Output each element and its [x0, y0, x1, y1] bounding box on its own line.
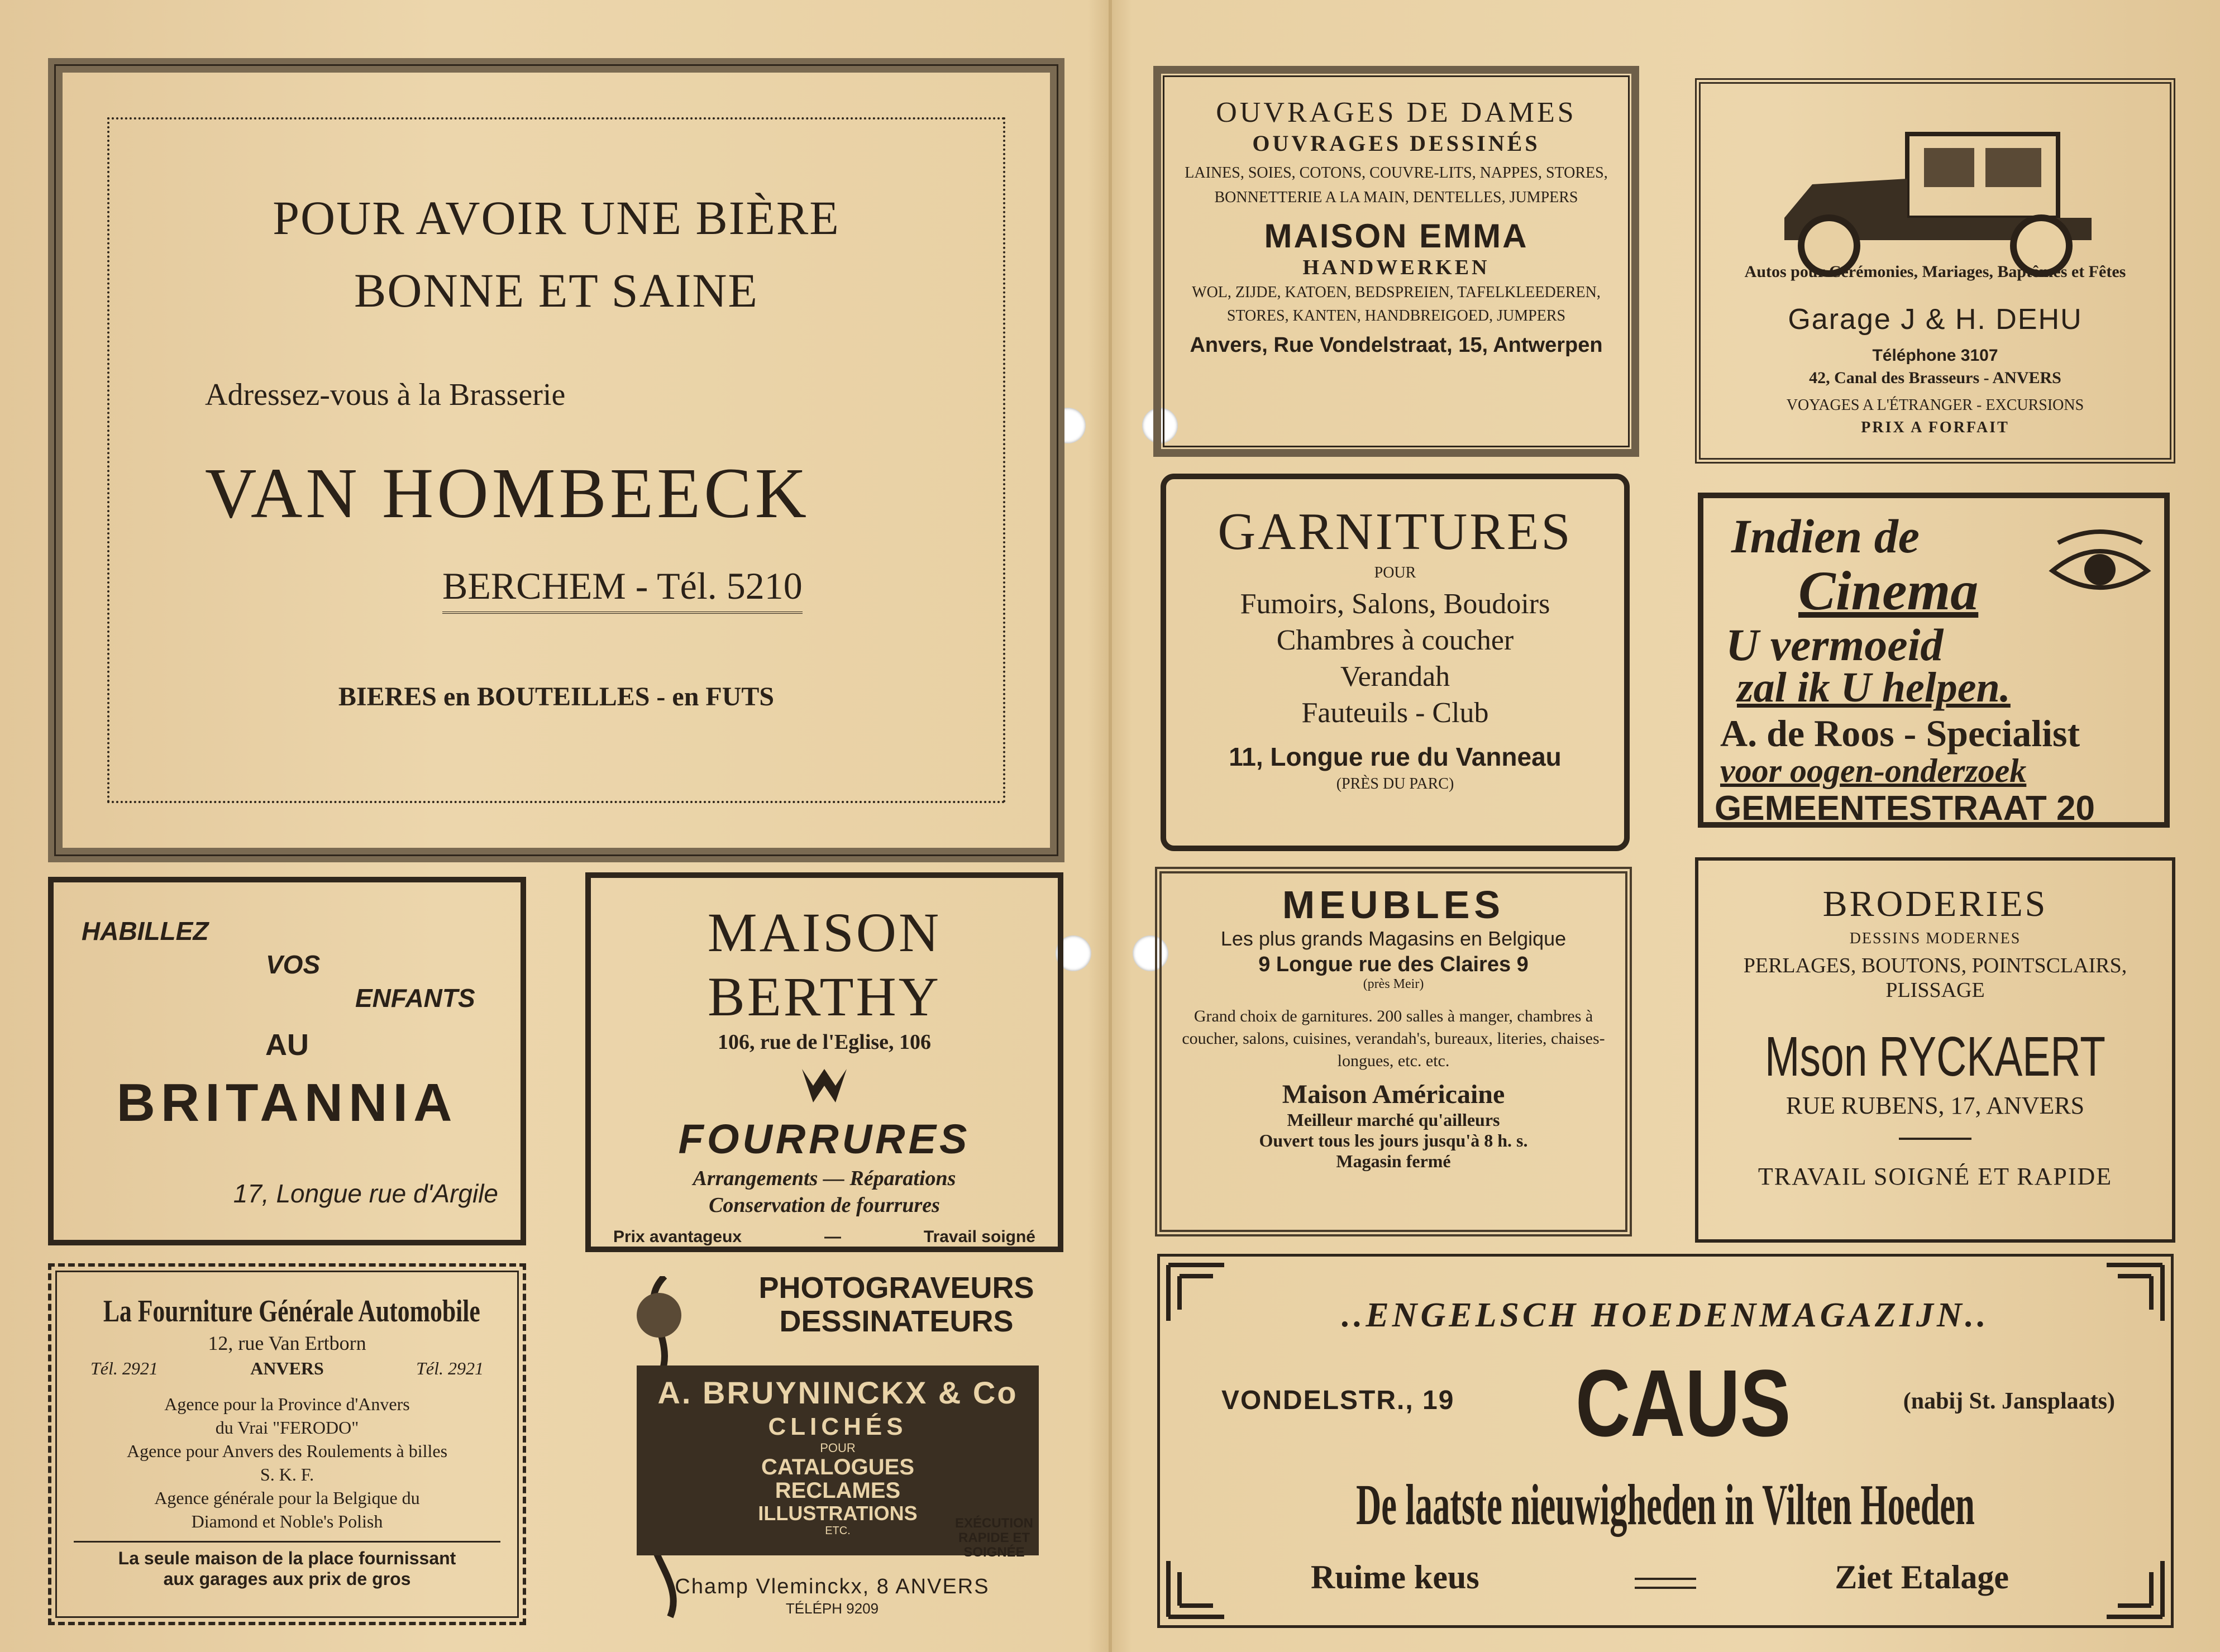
ad-bruyninckx — [620, 1265, 1044, 1622]
britannia-name: BRITANNIA — [116, 1073, 458, 1133]
divider — [1635, 1578, 1696, 1589]
fourniture-address: 12, rue Van Ertborn — [208, 1332, 366, 1354]
ryckaert-footer: TRAVAIL SOIGNÉ ET RAPIDE — [1758, 1163, 2113, 1190]
berthy-title: FOURRURES — [678, 1116, 971, 1162]
emma-subtitle: OUVRAGES DESSINÉS — [1252, 131, 1540, 156]
ad-de-roos — [1698, 493, 2170, 828]
deroos-line2: Cinema — [1798, 560, 1979, 622]
fourniture-line6: Diamond et Noble's Polish — [191, 1511, 383, 1531]
ad-garage-dehu — [1695, 78, 2175, 464]
deroos-line3: U vermoeid — [1726, 619, 1944, 670]
dehu-name: Garage J & H. DEHU — [1788, 303, 2083, 336]
ryckaert-line3: PLISSAGE — [1885, 978, 1985, 1002]
car-illustration — [1779, 117, 2103, 285]
emma-nl-list: WOL, ZIJDE, KATOEN, BEDSPREIEN, TAFELKLEEDEREN, STORES, KANTEN, HANDBREIGOED, JUMPERS — [1192, 284, 1601, 324]
ad-britannia — [48, 877, 526, 1245]
berthy-footer-dash: — — [824, 1228, 842, 1246]
dehu-phone: Téléphone 3107 — [1872, 346, 1998, 365]
berthy-footer — [591, 1228, 1058, 1247]
bruyninckx-line3: ILLUSTRATIONS — [758, 1502, 918, 1525]
garnitures-line4: Fauteuils - Club — [1301, 697, 1489, 729]
headline-line1: POUR AVOIR UNE BIÈRE — [273, 191, 840, 245]
berthy-footer-right: Travail soigné — [923, 1228, 1035, 1246]
fourniture-phone-row — [51, 1358, 523, 1379]
dehu-services: Autos pour Cérémonies, Mariages, Baptêmes et Fêtes — [1744, 262, 2126, 281]
ad-meubles — [1155, 867, 1632, 1236]
bruyninckx-cliches: CLICHÉS — [768, 1413, 908, 1440]
bruyninckx-execution — [949, 1516, 1039, 1560]
meubles-line5: Ouvert tous les jours jusqu'à 8 h. s. — [1259, 1130, 1528, 1150]
fourniture-line3: Agence pour Anvers des Roulements à billes — [126, 1441, 448, 1461]
meubles-line6: Magasin fermé — [1336, 1151, 1451, 1171]
fourniture-agencies — [51, 1392, 523, 1533]
caus-bottom-right: Ziet Etalage — [1835, 1559, 2009, 1596]
caus-name: CAUS — [1576, 1350, 1791, 1457]
emma-address: Anvers, Rue Vondelstraat, 15, Antwerpen — [1190, 333, 1603, 357]
ryckaert-line2: PERLAGES, BOUTONS, POINTSCLAIRS, — [1743, 954, 2127, 977]
britannia-address: 17, Longue rue d'Argile — [233, 1179, 498, 1208]
eye-icon — [2047, 521, 2153, 615]
britannia-line2: VOS — [266, 950, 321, 979]
bruyninckx-address: Champ Vleminckx, 8 ANVERS — [675, 1575, 990, 1598]
center-fold — [1109, 0, 1112, 1652]
fourniture-city: ANVERS — [250, 1358, 324, 1378]
garnitures-address: 11, Longue rue du Vanneau — [1229, 742, 1562, 771]
ad-ryckaert — [1695, 857, 2175, 1243]
bruyninckx-pour: POUR — [820, 1441, 856, 1455]
deroos-line7: GEMEENTESTRAAT 20 — [1715, 789, 2095, 828]
ad-maison-berthy — [585, 872, 1063, 1252]
bruyninckx-exec3: SOIGNÉE — [963, 1545, 1025, 1560]
fourniture-title: La Fourniture Générale Automobile — [103, 1294, 480, 1329]
bruyninckx-title2: DESSINATEURS — [779, 1305, 1014, 1338]
meubles-desc: Grand choix de garnitures. 200 salles à manger, chambres à coucher, salons, cuisines, verandah's, bureaux, literies, chaises-longues, etc. etc. — [1182, 1007, 1605, 1070]
garnitures-line1: Fumoirs, Salons, Boudoirs — [1240, 588, 1550, 620]
bruyninckx-etc: ETC. — [825, 1525, 851, 1537]
brewery-address: BERCHEM - Tél. 5210 — [442, 564, 803, 614]
fourniture-tel-left: Tél. 2921 — [90, 1358, 158, 1378]
brewery-name: VAN HOMBEECK — [205, 453, 810, 533]
dehu-voyages: VOYAGES A L'ÉTRANGER - EXCURSIONS — [1786, 397, 2084, 414]
garnitures-line3: Verandah — [1340, 661, 1450, 693]
fourniture-line4: S. K. F. — [260, 1464, 314, 1484]
dehu-price: PRIX A FORFAIT — [1861, 419, 2009, 436]
caus-bottom-left: Ruime keus — [1311, 1559, 1479, 1596]
corner-ornament-icon — [1166, 1558, 1227, 1620]
fourniture-bold1: La seule maison de la place fournissant — [118, 1548, 456, 1568]
garnitures-pour: POUR — [1374, 564, 1416, 581]
headline-line2: BONNE ET SAINE — [354, 264, 758, 317]
corner-ornament-icon — [2104, 1558, 2165, 1620]
fourniture-line5: Agence générale pour la Belgique du — [154, 1488, 420, 1508]
deroos-line4: zal ik U helpen. — [1737, 664, 2011, 711]
fourniture-line1: Agence pour la Province d'Anvers — [164, 1394, 410, 1414]
bruyninckx-phone: TÉLÉPH 9209 — [785, 1600, 879, 1617]
meubles-title: MEUBLES — [1282, 883, 1505, 927]
garnitures-title: GARNITURES — [1218, 503, 1573, 561]
ad-van-hombeeck — [48, 58, 1064, 862]
ad-maison-emma — [1153, 66, 1639, 457]
ad-fourniture-generale — [48, 1263, 526, 1625]
dehu-address: 42, Canal des Brasseurs - ANVERS — [1809, 369, 2061, 387]
caus-title: ..ENGELSCH HOEDENMAGAZIJN.. — [1341, 1296, 1989, 1334]
ryckaert-address: RUE RUBENS, 17, ANVERS — [1785, 1092, 2085, 1119]
berthy-name: MAISON BERTHY — [707, 901, 942, 1028]
car-window — [1985, 148, 2041, 187]
caus-slogan: De laatste nieuwigheden in Vilten Hoeden — [1356, 1473, 1975, 1537]
products-line: BIERES en BOUTEILLES - en FUTS — [338, 682, 775, 712]
ryckaert-title: BRODERIES — [1822, 884, 2048, 924]
meubles-line2: 9 Longue rue des Claires 9 — [1258, 953, 1529, 976]
deroos-line5: A. de Roos - Specialist — [1720, 712, 2080, 755]
caus-left: VONDELSTR., 19 — [1221, 1386, 1455, 1415]
bruyninckx-line1: CATALOGUES — [761, 1455, 915, 1479]
meubles-name: Maison Américaine — [1282, 1080, 1505, 1109]
intro-text: Adressez-vous à la Brasserie — [205, 378, 566, 412]
emma-fr-list: LAINES, SOIES, COTONS, COUVRE-LITS, NAPPES, STORES, BONNETTERIE A LA MAIN, DENTELLES, JUMPERS — [1185, 164, 1608, 206]
meubles-line1: Les plus grands Magasins en Belgique — [1220, 927, 1567, 950]
ad-caus — [1157, 1254, 2174, 1628]
emma-nl-title: HANDWERKEN — [1302, 256, 1490, 279]
bruyninckx-exec1: EXÉCUTION — [954, 1516, 1033, 1531]
bruyninckx-name: A. BRUYNINCKX & Co — [657, 1375, 1018, 1410]
deroos-line6: voor oogen-onderzoek — [1720, 752, 2027, 789]
caus-right: (nabij St. Jansplaats) — [1903, 1388, 2115, 1414]
berthy-address: 106, rue de l'Eglise, 106 — [717, 1030, 932, 1054]
divider — [1899, 1138, 1971, 1140]
car-window — [1924, 148, 1974, 187]
corner-ornament-icon — [1166, 1262, 1227, 1324]
britannia-line4: AU — [265, 1028, 309, 1062]
ryckaert-line1: DESSINS MODERNES — [1849, 930, 2021, 947]
bruyninckx-line2: RECLAMES — [775, 1478, 901, 1503]
fourniture-bold2: aux garages aux prix de gros — [163, 1569, 411, 1589]
berthy-footer-left: Prix avantageux — [613, 1228, 742, 1246]
bruyninckx-title1: PHOTOGRAVEURS — [758, 1271, 1034, 1305]
garnitures-line2: Chambres à coucher — [1276, 624, 1514, 656]
corner-ornament-icon — [2104, 1262, 2165, 1324]
ad-garnitures — [1161, 474, 1630, 851]
meubles-line3: (près Meir) — [1363, 977, 1424, 991]
emma-name: MAISON EMMA — [1264, 217, 1529, 255]
berthy-line1: Arrangements — Réparations — [693, 1167, 956, 1190]
bruyninckx-exec2: RAPIDE ET — [958, 1530, 1030, 1545]
ornament-icon — [802, 1069, 847, 1102]
fourniture-tel-right: Tél. 2921 — [416, 1358, 484, 1378]
emma-title: OUVRAGES DE DAMES — [1216, 97, 1577, 128]
ryckaert-name: Mson RYCKAERT — [1765, 1025, 2106, 1088]
berthy-line2: Conservation de fourrures — [709, 1193, 940, 1217]
garnitures-note: (PRÈS DU PARC) — [1336, 775, 1454, 792]
meubles-line4: Meilleur marché qu'ailleurs — [1287, 1110, 1500, 1130]
deroos-line1: Indien de — [1731, 509, 1920, 563]
fourniture-line2: du Vrai "FERODO" — [215, 1417, 359, 1438]
britannia-line3: ENFANTS — [355, 983, 475, 1013]
britannia-line1: HABILLEZ — [82, 916, 209, 946]
